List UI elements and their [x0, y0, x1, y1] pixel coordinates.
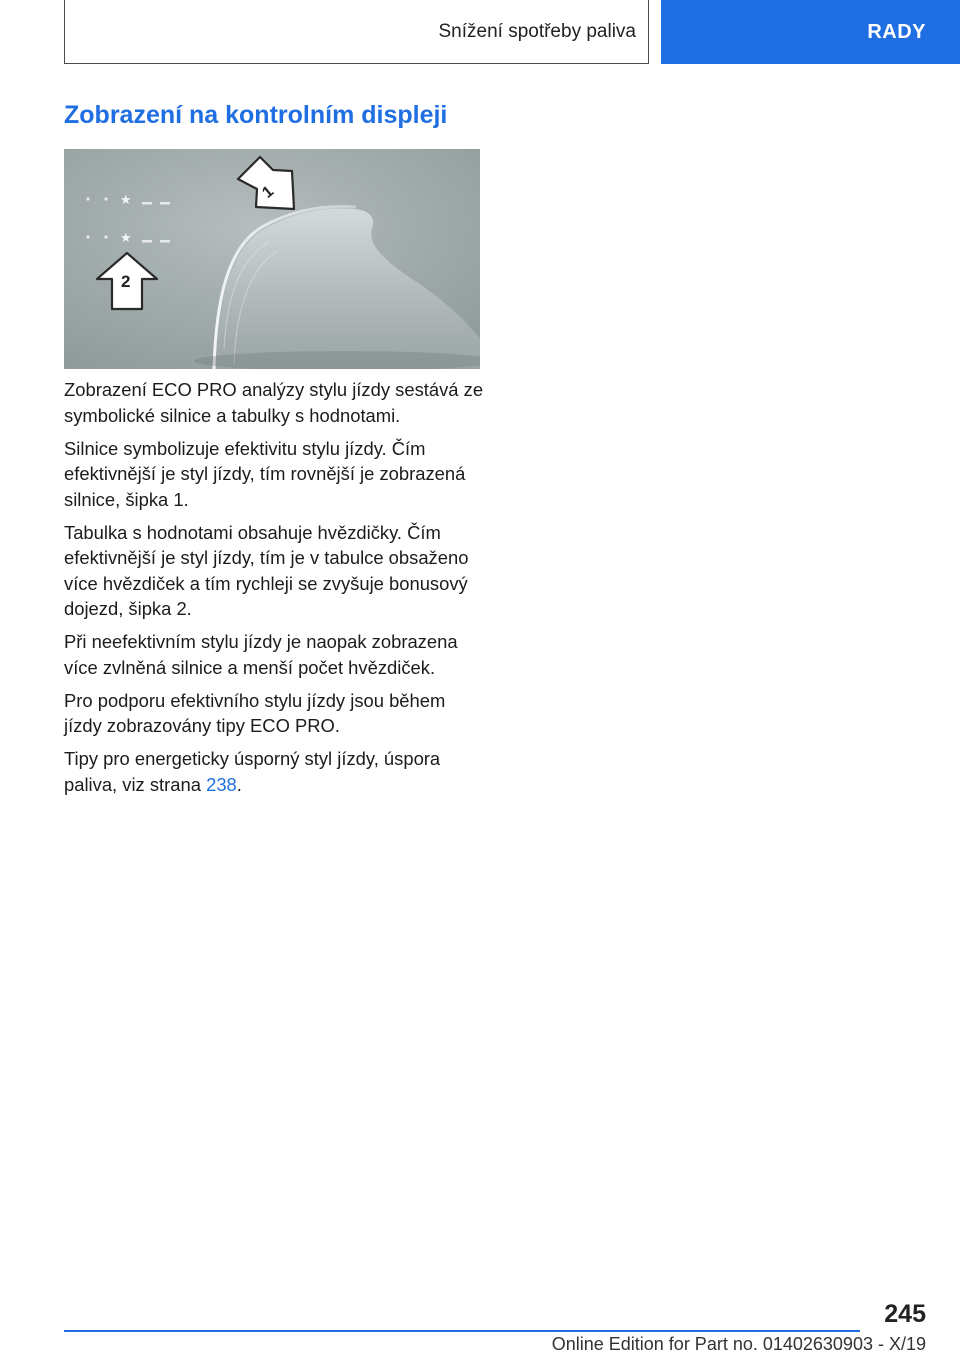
paragraph-6-end: .: [236, 773, 242, 795]
paragraph-5: Pro podporu efektivního stylu jízdy jsou během jízdy zobrazovány tipy ECO PRO.: [64, 689, 446, 736]
svg-text:★: ★: [120, 193, 132, 208]
paragraph-2: Silnice symbolizuje efektivitu stylu jízdy. Čím efektivnější je styl jízdy, tím rovnější je zobrazená silnice, šipka 1.: [64, 437, 466, 510]
page-reference-link[interactable]: 238: [206, 773, 237, 795]
paragraph-6: [64, 746, 484, 797]
section-title: Snížení spotřeby paliva: [438, 20, 636, 42]
page-number: 245: [884, 1300, 926, 1328]
arrow-2-label: 2: [121, 272, 131, 291]
footer-divider: [64, 1330, 860, 1332]
eco-pro-display-illustration: [64, 149, 480, 369]
page-heading: Zobrazení na kontrolním displeji: [64, 101, 448, 129]
body-text: [64, 377, 484, 805]
paragraph-1: Zobrazení ECO PRO analýzy stylu jízdy sestává ze symbolické silnice a tabulky s hodnotami.: [64, 379, 484, 426]
eco-pro-display-figure: [64, 149, 480, 369]
paragraph-4: Při neefektivním stylu jízdy je naopak zobrazena více zvlněná silnice a menší počet hvězdiček.: [64, 631, 458, 678]
svg-text:★: ★: [120, 231, 132, 246]
paragraph-3: Tabulka s hodnotami obsahuje hvězdičky. Čím efektivnější je styl jízdy, tím je v tabulce obsaženo více hvězdiček a tím rychleji se zvyšuje bonusový dojezd, šipka 2.: [64, 521, 469, 619]
footer-edition-text: Online Edition for Part no. 01402630903 - X/19: [551, 1334, 926, 1354]
arrow-1-label: 1: [259, 183, 278, 202]
header-section-title: [64, 0, 649, 64]
paragraph-6-text: Tipy pro energeticky úsporný styl jízdy, úspora paliva, viz strana: [64, 748, 441, 795]
chapter-tab-label: RADY: [867, 20, 926, 43]
chapter-tab[interactable]: [661, 0, 960, 64]
